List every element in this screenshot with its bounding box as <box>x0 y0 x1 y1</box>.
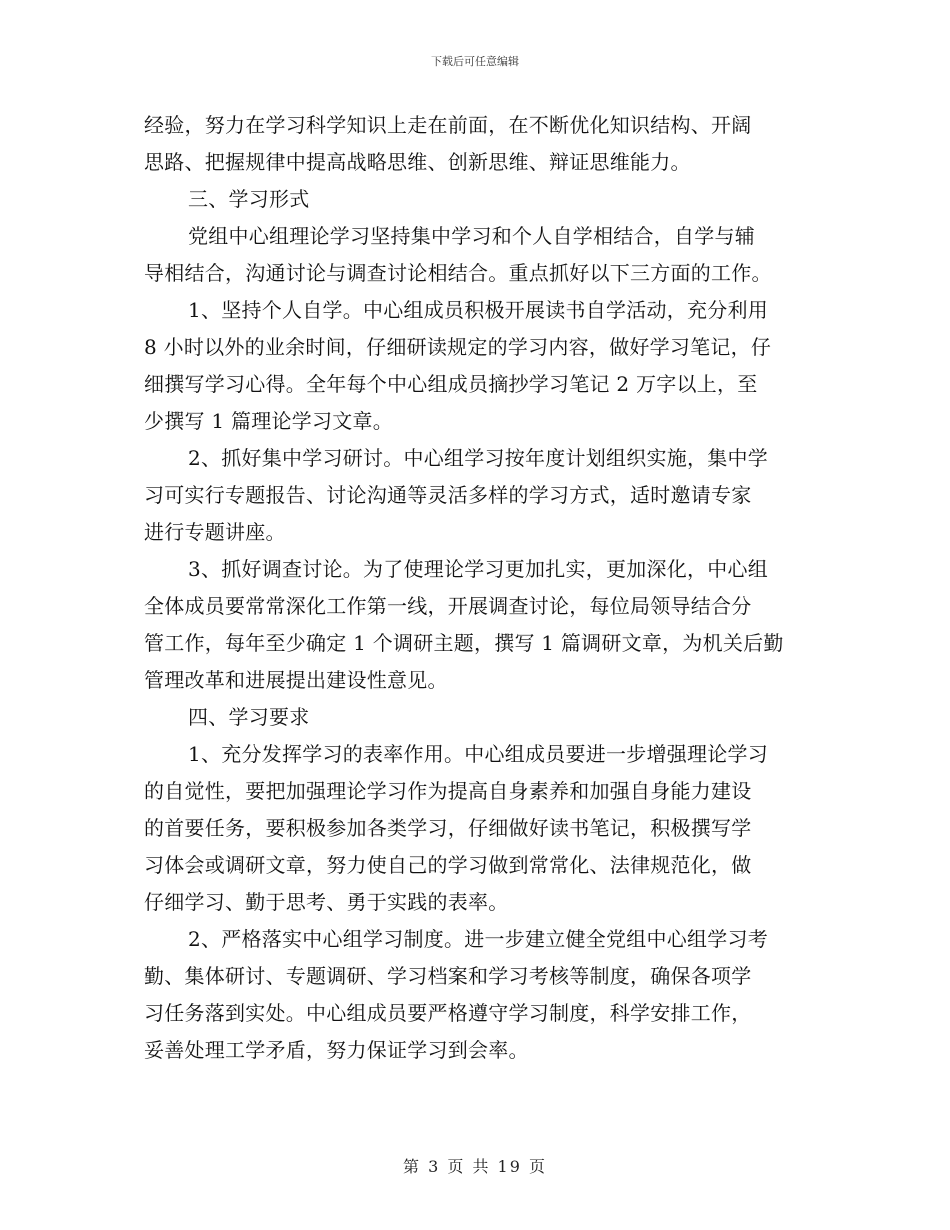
text-line: 仔细学习、勤于思考、勇于实践的表率。 <box>144 890 509 914</box>
text-line: 党组中心组理论学习坚持集中学习和个人自学相结合，自学与辅 <box>188 224 755 248</box>
text-line: 8 小时以外的业余时间，仔细研读规定的学习内容，做好学习笔记，仔 <box>144 335 772 359</box>
text-line: 习体会或调研文章，努力使自己的学习做到常常化、法律规范化，做 <box>144 853 752 877</box>
text-line: 进行专题讲座。 <box>144 520 286 544</box>
text-line: 三、学习形式 <box>188 187 310 211</box>
text-line: 管理改革和进展提出建设性意见。 <box>144 668 448 692</box>
text-line: 1、坚持个人自学。中心组成员积极开展读书自学活动，充分利用 <box>188 298 768 322</box>
text-line: 的首要任务，要积极参加各类学习，仔细做好读书笔记，积极撰写学 <box>144 816 752 840</box>
document-body <box>144 107 814 1069</box>
text-line: 少撰写 1 篇理论学习文章。 <box>144 409 393 433</box>
text-line: 经验，努力在学习科学知识上走在前面，在不断优化知识结构、开阔 <box>144 113 752 137</box>
text-line: 2、严格落实中心组学习制度。进一步建立健全党组中心组学习考 <box>188 927 768 951</box>
text-line: 思路、把握规律中提高战略思维、创新思维、辩证思维能力。 <box>144 150 691 174</box>
text-line: 勤、集体研讨、专题调研、学习档案和学习考核等制度，确保各项学 <box>144 964 752 988</box>
text-line: 细撰写学习心得。全年每个中心组成员摘抄学习笔记 2 万字以上，至 <box>144 372 758 396</box>
page-number: 第 3 页 共 19 页 <box>403 1157 547 1176</box>
text-line: 2、抓好集中学习研讨。中心组学习按年度计划组织实施，集中学 <box>188 446 768 470</box>
text-line: 1、充分发挥学习的表率作用。中心组成员要进一步增强理论学习 <box>188 742 768 766</box>
text-line: 管工作，每年至少确定 1 个调研主题，撰写 1 篇调研文章，为机关后勤 <box>144 631 784 655</box>
text-line: 全体成员要常常深化工作第一线，开展调查讨论，每位局领导结合分 <box>144 594 752 618</box>
page-header: 下载后可任意编辑 <box>431 55 519 68</box>
text-line: 导相结合，沟通讨论与调查讨论相结合。重点抓好以下三方面的工作。 <box>144 261 772 285</box>
text-line: 习可实行专题报告、讨论沟通等灵活多样的学习方式，适时邀请专家 <box>144 483 752 507</box>
text-line: 3、抓好调查讨论。为了使理论学习更加扎实，更加深化，中心组 <box>188 557 768 581</box>
text-line: 四、学习要求 <box>188 705 310 729</box>
text-line: 妥善处理工学矛盾，努力保证学习到会率。 <box>144 1038 529 1062</box>
text-line: 习任务落到实处。中心组成员要严格遵守学习制度，科学安排工作， <box>144 1001 752 1025</box>
text-line: 的自觉性，要把加强理论学习作为提高自身素养和加强自身能力建设 <box>144 779 752 803</box>
